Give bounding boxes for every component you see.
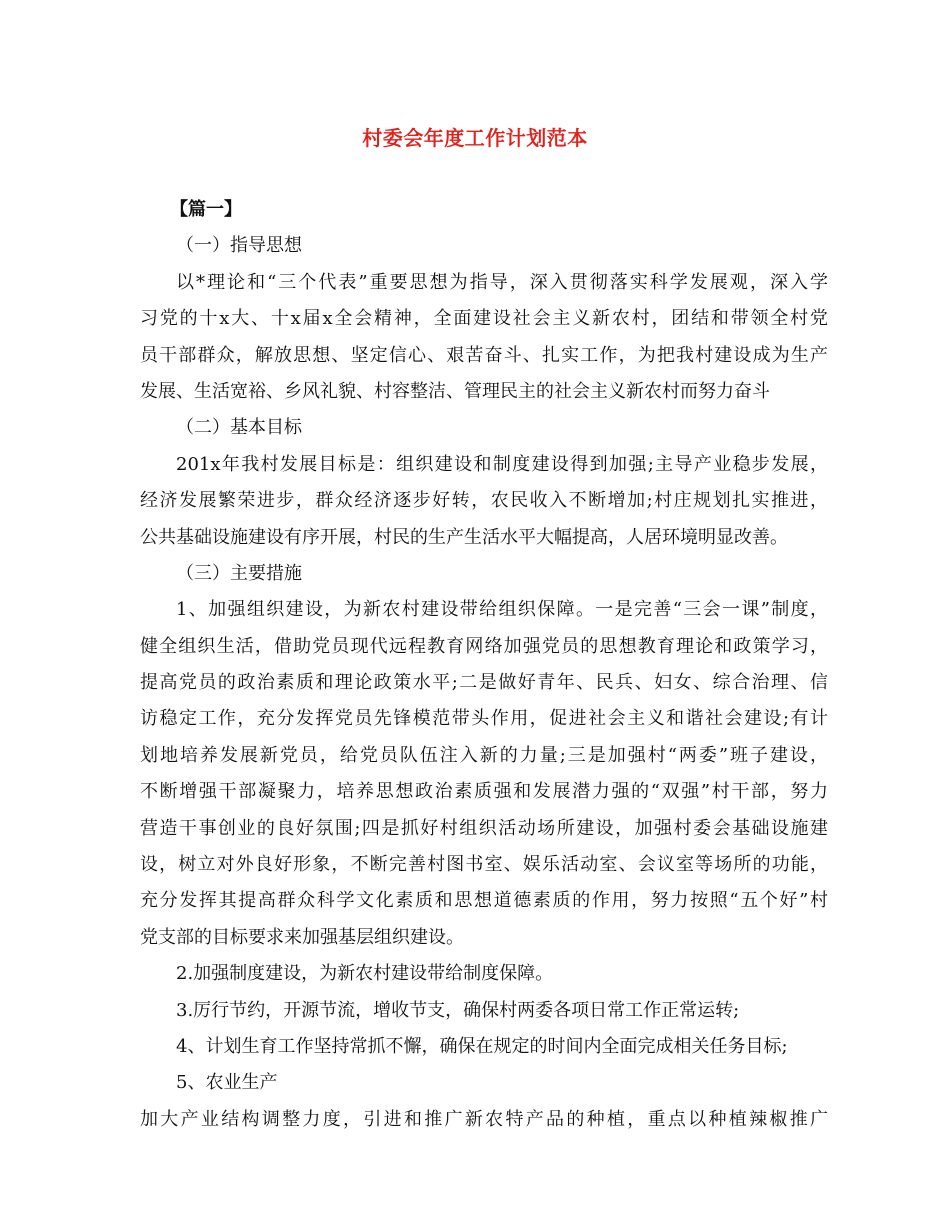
list-item: 2.加强制度建设，为新农村建设带给制度保障。 bbox=[176, 963, 554, 985]
paragraph-line: 党支部的目标要求来加强基层组织建设。 bbox=[140, 926, 464, 948]
document-title: 村委会年度工作计划范本 bbox=[362, 126, 588, 150]
document-body bbox=[140, 192, 828, 1138]
paragraph-line: 员干部群众，解放思想、坚定信心、艰苦奋斗、扎实工作，为把我村建设成为生产 bbox=[140, 344, 828, 366]
paragraph-line: 加大产业结构调整力度，引进和推广新农特产品的种植，重点以种植辣椒推广 bbox=[140, 1108, 828, 1130]
subheading-guiding-ideology: （一）指导思想 bbox=[176, 235, 302, 257]
paragraph-line: 不断增强干部凝聚力，培养思想政治素质强和发展潜力强的“双强”村干部，努力 bbox=[140, 781, 828, 803]
paragraph-line: 发展、生活宽裕、乡风礼貌、村容整洁、管理民主的社会主义新农村而努力奋斗 bbox=[140, 380, 770, 402]
paragraph-line: 以*理论和“三个代表”重要思想为指导，深入贯彻落实科学发展观，深入学 bbox=[176, 271, 828, 293]
paragraph-line: 充分发挥其提高群众科学文化素质和思想道德素质的作用，努力按照“五个好”村 bbox=[140, 890, 828, 912]
paragraph-line: 设，树立对外良好形象，不断完善村图书室、娱乐活动室、会议室等场所的功能， bbox=[140, 854, 828, 876]
list-item: 3.厉行节约，开源节流，增收节支，确保村两委各项日常工作正常运转; bbox=[176, 999, 740, 1021]
subheading-main-measures: （三）主要措施 bbox=[176, 562, 302, 584]
list-item: 5、农业生产 bbox=[176, 1072, 278, 1094]
paragraph-line: 提高党员的政治素质和理论政策水平;二是做好青年、民兵、妇女、综合治理、信 bbox=[140, 672, 828, 694]
paragraph-line: 201x年我村发展目标是：组织建设和制度建设得到加强;主导产业稳步发展， bbox=[176, 453, 828, 475]
paragraph-line: 划地培养发展新党员，给党员队伍注入新的力量;三是加强村“两委”班子建设， bbox=[140, 744, 828, 766]
paragraph-line: 经济发展繁荣进步，群众经济逐步好转，农民收入不断增加;村庄规划扎实推进， bbox=[140, 490, 828, 512]
paragraph-line: 1、加强组织建设，为新农村建设带给组织保障。一是完善“三会一课”制度， bbox=[176, 599, 828, 621]
list-item: 4、计划生育工作坚持常抓不懈，确保在规定的时间内全面完成相关任务目标; bbox=[176, 1035, 788, 1057]
paragraph-line: 访稳定工作，充分发挥党员先锋模范带头作用，促进社会主义和谐社会建设;有计 bbox=[140, 708, 828, 730]
section-heading: 【篇一】 bbox=[170, 199, 242, 220]
paragraph-line: 健全组织生活，借助党员现代远程教育网络加强党员的思想教育理论和政策学习， bbox=[140, 635, 828, 657]
paragraph-line: 公共基础设施建设有序开展，村民的生产生活水平大幅提高，人居环境明显改善。 bbox=[140, 526, 788, 548]
subheading-basic-goals: （二）基本目标 bbox=[176, 417, 302, 439]
paragraph-line: 营造干事创业的良好氛围;四是抓好村组织活动场所建设，加强村委会基础设施建 bbox=[140, 817, 828, 839]
paragraph-line: 习党的十x大、十x届x全会精神，全面建设社会主义新农村，团结和带领全村党 bbox=[140, 308, 828, 330]
